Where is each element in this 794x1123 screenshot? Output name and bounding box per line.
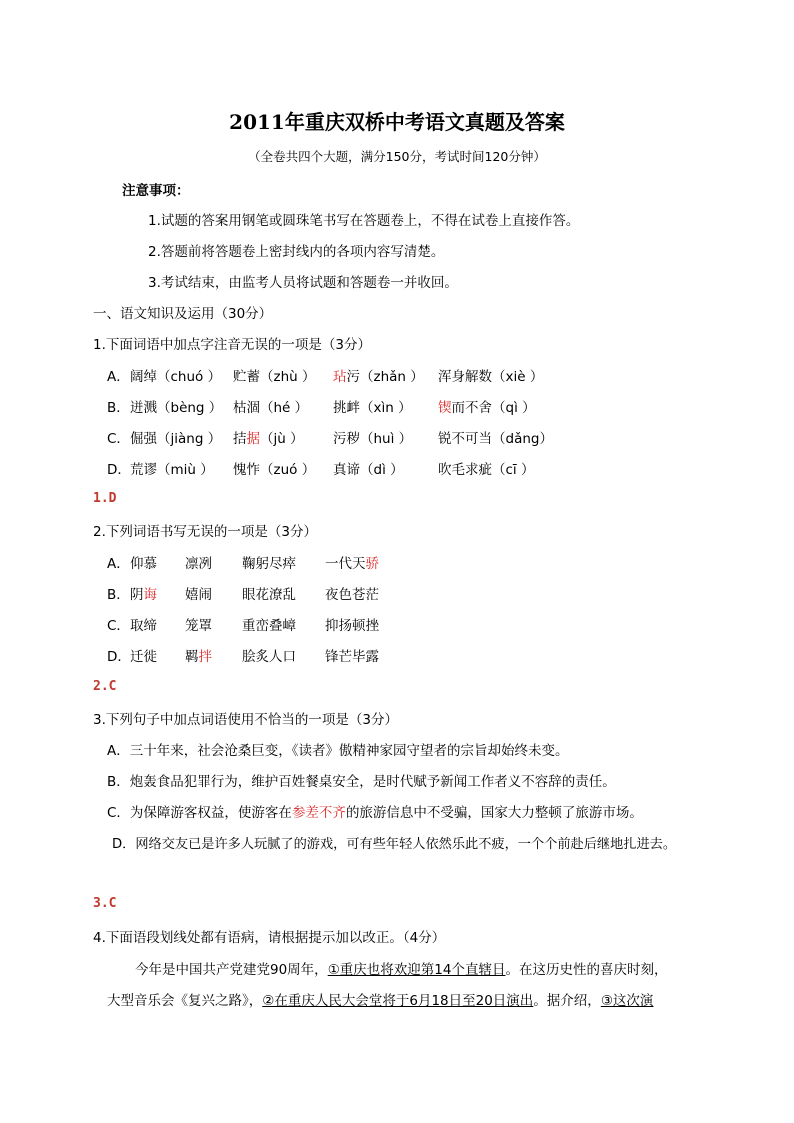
notice-item: 3.考试结束，由监考人员将试题和答题卷一并收回。: [148, 275, 458, 291]
option-word-highlight: 拌: [198, 649, 212, 665]
option-word: 愧怍（zuó ）: [233, 462, 316, 478]
option-sentence-c: [107, 801, 643, 821]
question-stem: 3.下列句子中加点词语使用不恰当的一项是（3分）: [93, 712, 398, 728]
option-label: A．: [107, 556, 130, 572]
option-label: A．: [107, 369, 130, 385]
option-sentence-b: B．炮轰食品犯罪行为，维护百姓餐桌安全，是时代赋予新闻工作者义不容辞的责任。: [107, 774, 616, 790]
option-word: 而不舍（qì ）: [451, 400, 536, 416]
option-word-highlight: 据: [246, 431, 260, 447]
notice-item: 2.答题前将答题卷上密封线内的各项内容写清楚。: [148, 244, 445, 260]
notice-item: 1.试题的答案用钢笔或圆珠笔书写在答题卷上，不得在试卷上直接作答。: [148, 213, 580, 229]
question-stem: 2.下列词语书写无误的一项是（3分）: [93, 524, 317, 540]
sentence-part: C．为保障游客权益，使游客在: [107, 805, 292, 821]
option-word: 迁徙: [130, 649, 157, 665]
passage-line: [135, 958, 667, 978]
option-word: 眼花潦乱: [242, 587, 296, 603]
option-word: 阔绰（chuó ）: [130, 369, 222, 385]
option-label: C．: [107, 431, 130, 447]
option-word: 鞠躬尽瘁: [242, 556, 296, 572]
option-word: 枯涸（hé ）: [233, 400, 309, 416]
option-word: 真谛（dì ）: [333, 462, 404, 478]
option-word-highlight: 玷: [333, 369, 347, 385]
sentence-highlight: 参差不齐: [291, 805, 346, 821]
notice-heading: 注意事项：: [122, 183, 190, 199]
option-word: 脍炙人口: [242, 649, 296, 665]
option-sentence-d: D．网络交友已是许多人玩腻了的游戏，可有些年轻人依然乐此不疲，一个个前赴后继地扎进去。: [112, 837, 677, 852]
option-word: 荒谬（miù ）: [130, 462, 214, 478]
option-sentence-a: A．三十年来，社会沧桑巨变，《读者》傲精神家园守望者的宗旨却始终未变。: [107, 743, 569, 759]
option-word-highlight: 锲: [438, 400, 452, 416]
option-word: 贮蓄（zhù ）: [233, 369, 316, 385]
passage-text: 。据介绍，: [533, 993, 601, 1009]
answer-label: 2.C: [93, 679, 117, 694]
option-word: 嬉闹: [185, 587, 212, 603]
option-label: D．: [107, 649, 131, 665]
option-word: 笼罩: [185, 618, 212, 634]
option-word: 倔强（jiàng ）: [130, 431, 222, 447]
answer-label: 1.D: [93, 491, 117, 506]
option-word: 吹毛求疵（cī ）: [438, 462, 535, 478]
section-heading: 一、语文知识及运用（30分）: [93, 306, 273, 322]
option-word-highlight: 骄: [365, 556, 379, 572]
page-subtitle: （全卷共四个大题，满分150分，考试时间120分钟）: [248, 149, 546, 164]
option-label: B．: [107, 587, 130, 603]
question-stem: 1.下面词语中加点字注音无误的一项是（3分）: [93, 337, 371, 353]
option-label: C．: [107, 618, 130, 634]
option-label: D．: [107, 462, 131, 478]
option-word: 锋芒毕露: [325, 649, 379, 665]
option-word-highlight: 诲: [143, 587, 157, 603]
option-word: 夜色苍茫: [325, 587, 379, 603]
underlined-text: ③这次演: [600, 993, 654, 1009]
passage-text: 今年是中国共产党建党90周年，: [135, 962, 328, 978]
option-word: 迸溅（bèng ）: [130, 400, 223, 416]
passage-line: [107, 989, 653, 1009]
option-word: 羁: [185, 649, 199, 665]
option-word: （jù ）: [260, 431, 304, 447]
option-word: 取缔: [130, 618, 157, 634]
passage-text: 大型音乐会《复兴之路》，: [107, 993, 263, 1009]
answer-label: 3.C: [93, 896, 117, 911]
option-word: 污（zhǎn ）: [346, 369, 424, 385]
underlined-text: ②在重庆人民大会堂将于6月18日至20日演出: [262, 993, 534, 1009]
sentence-part: 的旅游信息中不受骗，国家大力整顿了旅游市场。: [345, 805, 643, 821]
option-word: 锐不可当（dǎng）: [438, 431, 553, 447]
underlined-text: ①重庆也将欢迎第14个直辖日: [327, 962, 506, 978]
option-word: 阴: [130, 587, 144, 603]
passage-text: 。在这历史性的喜庆时刻，: [505, 962, 668, 978]
option-word: 凛冽: [185, 556, 212, 572]
option-word: 污秽（huì ）: [333, 431, 413, 447]
question-stem: 4.下面语段划线处都有语病，请根据提示加以改正。（4分）: [93, 930, 446, 946]
option-word: 挑衅（xìn ）: [333, 400, 412, 416]
option-word: 一代天: [325, 556, 366, 572]
option-label: B．: [107, 400, 130, 416]
option-word: 重峦叠嶂: [242, 618, 296, 634]
option-word: 抑扬顿挫: [325, 618, 379, 634]
option-word: 浑身解数（xiè ）: [438, 369, 544, 385]
option-word: 拮: [233, 431, 247, 447]
page-title: 2011年重庆双桥中考语文真题及答案: [229, 110, 565, 134]
option-word: 仰慕: [130, 556, 157, 572]
